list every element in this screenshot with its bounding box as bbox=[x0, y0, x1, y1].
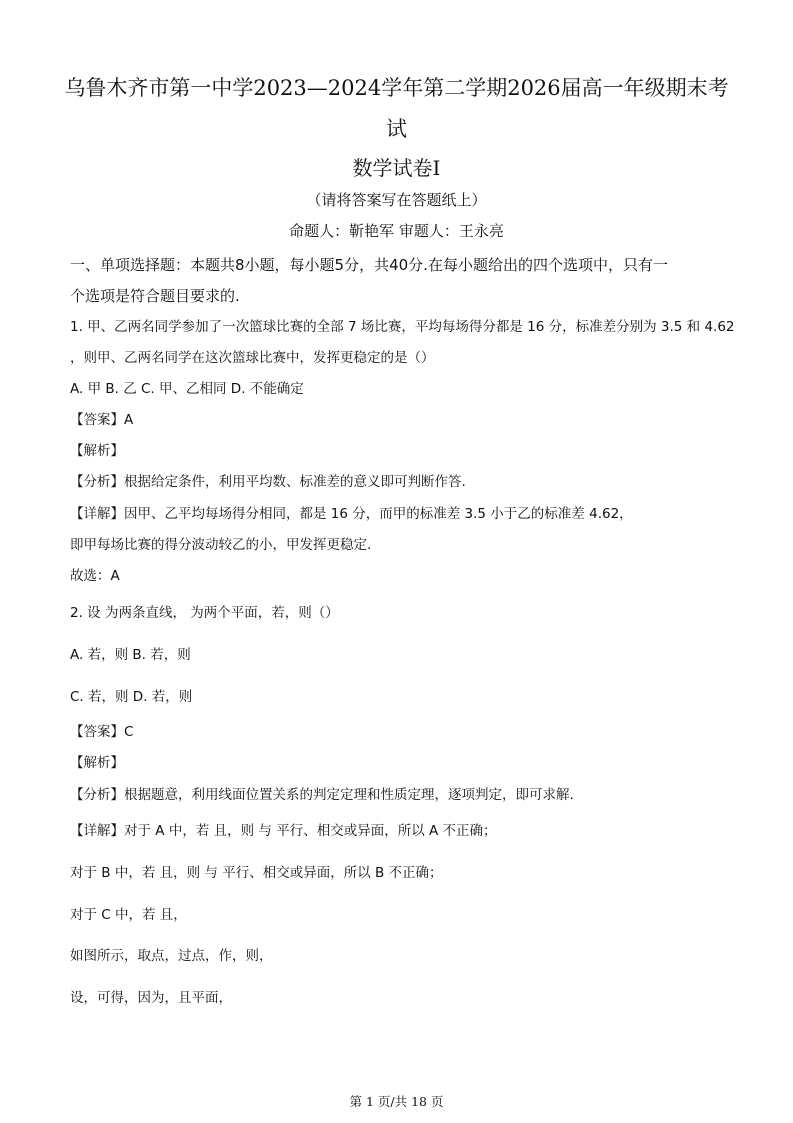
q2-analysis-label: 【解析】 bbox=[70, 755, 124, 771]
page-number: 第 1 页/共 18 页 bbox=[349, 1094, 444, 1109]
authors-line: 命题人：靳艳军 审题人：王永亮 bbox=[289, 222, 504, 240]
q2-answer: 【答案】C bbox=[70, 724, 134, 740]
section-heading-line-1: 一、单项选择题：本题共8小题，每小题5分，共40分.在每小题给出的四个选项中，只有一 bbox=[70, 256, 668, 274]
q1-answer: 【答案】A bbox=[70, 412, 134, 428]
q1-detail-line-1: 【详解】因甲、乙平均每场得分相同，都是 16 分，而甲的标准差 3.5 小于乙的标准差 4.62， bbox=[70, 506, 633, 522]
q2-detail-a: 【详解】对于 A 中，若 且，则 与 平行、相交或异面，所以 A 不正确； bbox=[70, 823, 497, 839]
q1-stem-line-1: 1. 甲、乙两名同学参加了一次篮球比赛的全部 7 场比赛，平均每场得分都是 16 分，标准差分别为 3.5 和 4.62 bbox=[70, 319, 735, 335]
q1-choice: 故选：A bbox=[70, 568, 120, 584]
q1-stem-line-2: ，则甲、乙两名同学在这次篮球比赛中，发挥更稳定的是（） bbox=[70, 350, 435, 366]
q1-analysis-label: 【解析】 bbox=[70, 443, 124, 459]
section-heading-line-2: 个选项是符合题目要求的. bbox=[70, 287, 240, 305]
q2-detail-last: 设，可得，因为，且平面， bbox=[70, 990, 232, 1006]
q1-detail-line-2: 即甲每场比赛的得分波动较乙的小，甲发挥更稳定. bbox=[70, 537, 372, 553]
q2-detail-figure: 如图所示，取点，过点，作，则， bbox=[70, 948, 273, 964]
q2-options-ab: A. 若，则 B. 若，则 bbox=[70, 647, 191, 663]
q2-fenxi: 【分析】根据题意，利用线面位置关系的判定定理和性质定理，逐项判定，即可求解. bbox=[70, 787, 574, 803]
q2-options-cd: C. 若，则 D. 若，则 bbox=[70, 689, 193, 705]
q2-detail-c: 对于 C 中，若 且， bbox=[70, 907, 187, 923]
q2-detail-b: 对于 B 中，若 且，则 与 平行、相交或异面，所以 B 不正确； bbox=[70, 865, 443, 881]
q1-options: A. 甲 B. 乙 C. 甲、乙相同 D. 不能确定 bbox=[70, 381, 304, 397]
exam-title-line-1: 乌鲁木齐市第一中学2023—2024学年第二学期2026届高一年级期末考 bbox=[64, 76, 729, 100]
answer-instruction: （请将答案写在答题纸上） bbox=[306, 191, 487, 209]
paper-subtitle: 数学试卷Ⅰ bbox=[352, 156, 441, 180]
exam-title-line-2: 试 bbox=[386, 117, 407, 141]
q1-fenxi: 【分析】根据给定条件，利用平均数、标准差的意义即可判断作答. bbox=[70, 474, 466, 490]
q2-stem: 2. 设 为两条直线， 为两个平面，若，则（） bbox=[70, 605, 339, 621]
